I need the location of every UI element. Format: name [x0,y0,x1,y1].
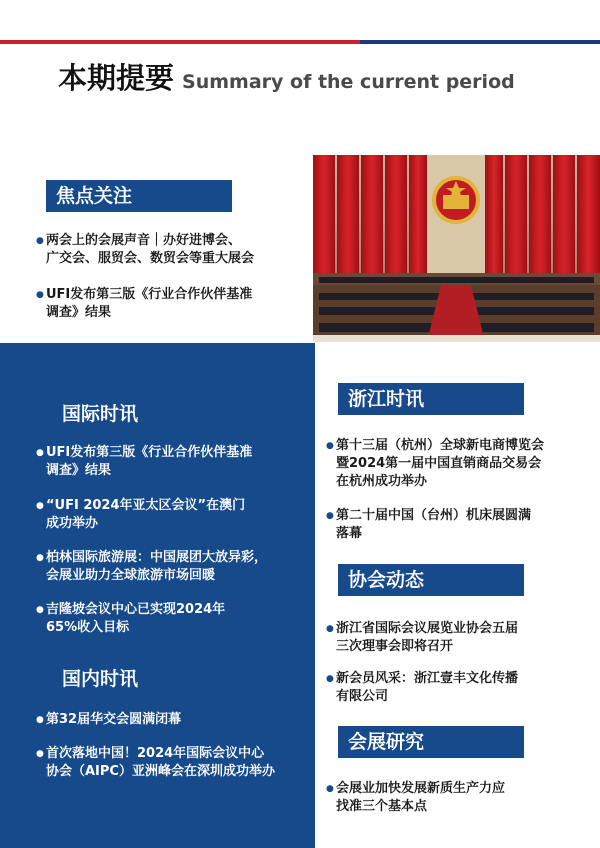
bullet-icon: ● [326,784,334,794]
list-item-text: 浙江省国际会议展览业协会五届 三次理事会即将召开 [336,621,519,654]
bullet-icon: ● [36,448,44,458]
bullet-icon: ● [326,674,334,684]
bullet-icon: ● [326,624,334,634]
top-accent-bar-red [0,40,360,44]
list-item[interactable] [36,444,308,480]
list-item[interactable] [36,711,308,729]
bullet-icon: ● [326,511,334,521]
bullet-icon: ● [36,236,44,246]
list-item[interactable] [326,780,596,816]
list-item-text: 柏林国际旅游展：中国展团大放异彩， 会展业助力全球旅游市场回暖 [46,550,268,583]
page-header [58,61,515,95]
list-item[interactable] [326,670,596,706]
list-item-text: 第十三届（杭州）全球新电商博览会 暨2024第一届中国直销商品交易会 在杭州成功举办 [336,438,545,489]
list-item[interactable] [36,286,308,322]
list-item[interactable] [36,497,308,533]
list-item-text: 会展业加快发展新质生产力应 找准三个基本点 [336,781,506,814]
page-title: 本期提要 [58,61,175,95]
top-accent-bar-blue [360,40,600,44]
list-item-text: 吉隆坡会议中心已实现2024年 65%收入目标 [46,602,226,635]
bullet-icon: ● [36,290,44,300]
list-item[interactable] [36,745,312,781]
section-title-international: 国际时讯 [62,403,139,425]
bullet-icon: ● [36,749,44,759]
list-item-text: UFI发布第三版《行业合作伙伴基准 调查》结果 [46,287,253,320]
page-subtitle: Summary of the current period [182,71,515,93]
list-item[interactable] [36,232,308,268]
list-item-text: 第二十届中国（台州）机床展圆满 落幕 [336,508,532,541]
section-title-association: 协会动态 [338,564,524,596]
bullet-icon: ● [36,501,44,511]
bullet-icon: ● [36,715,44,725]
list-item-text: 第32届华交会圆满闭幕 [46,712,182,727]
list-item[interactable] [36,549,312,585]
section-title-research: 会展研究 [338,726,524,758]
list-item-text: UFI发布第三版《行业合作伙伴基准 调查》结果 [46,445,253,478]
section-title-focus: 焦点关注 [46,180,232,212]
list-item[interactable] [326,437,596,491]
list-item-text: 首次落地中国！2024年国际会议中心 协会（AIPC）亚洲峰会在深圳成功举办 [46,746,275,779]
great-hall-photo [313,155,600,342]
bullet-icon: ● [326,441,334,451]
bullet-icon: ● [36,605,44,615]
list-item-text: 两会上的会展声音｜办好进博会、 广交会、服贸会、数贸会等重大展会 [46,233,255,266]
list-item[interactable] [326,507,596,543]
section-title-zhejiang: 浙江时讯 [338,383,524,415]
list-item-text: “UFI 2024年亚太区会议”在澳门 成功举办 [46,498,246,531]
list-item[interactable] [326,620,596,656]
list-item-text: 新会员风采：浙江壹丰文化传播 有限公司 [336,671,519,704]
list-item[interactable] [36,601,308,637]
section-title-domestic: 国内时讯 [62,668,139,690]
bullet-icon: ● [36,553,44,563]
